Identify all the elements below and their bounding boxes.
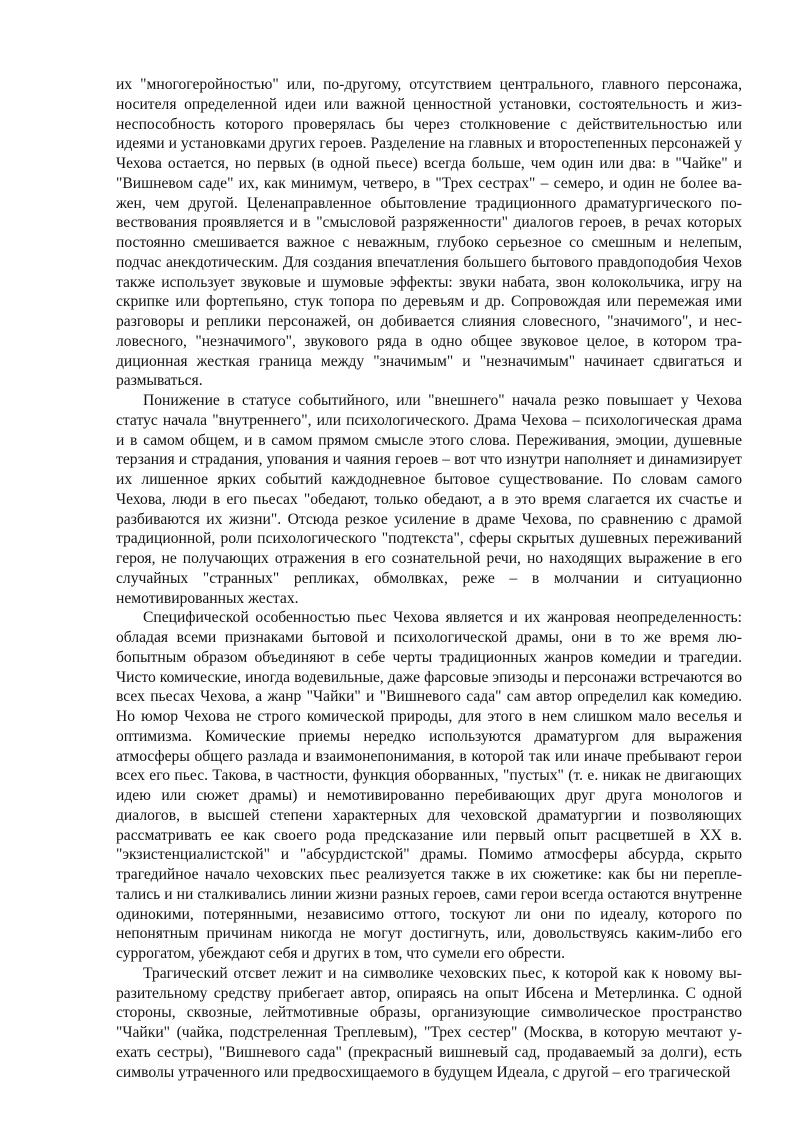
- paragraph-4: Трагический отсвет лежит и на символике чеховских пьес, к которой как к новому выразительному средству прибегает автор, опираясь на опыт Ибсена и Метерлинка. С одной стороны, сквозные, лейтмотивные образы, организующие символическое пространство "Чайки" (чайка, подстреленная Треплевым), "Трех сестер" (Москва, в которую мечтают уехать сестры), "Вишневого сада" (прекрасный вишневый сад, продаваемый за долги), есть символы утраченного или предвосхищаемого в будущем Идеала, с другой – его трагической: [116, 964, 742, 1081]
- paragraph-3: Специфической особенностью пьес Чехова является и их жанровая неопределенность: обладая всеми признаками бытовой и психологической драмы, они в то же время любопытным образом объединяют в себе черты традиционных жанров комедии и трагедии. Чисто комические, иногда водевильные, даже фарсовые эпизоды и персонажи встречаются во всех пьесах Чехова, а жанр "Чайки" и "Вишневого сада" сам автор определил как комедию. Но юмор Чехова не строго комической природы, для этого в нем слишком мало веселья и оптимизма. Комические приемы нередко используются драматургом для выражения атмосферы общего разлада и взаимонепонимания, в которой так или иначе пребывают герои всех его пьес. Такова, в частности, функция оборванных, "пустых" (т. е. никак не двигающих идею или сюжет драмы) и немотивированно перебивающих друг друга монологов и диалогов, в высшей степени характерных для чеховской драматургии и позволяющих рассматривать ее как своего рода предсказание или первый опыт расцветшей в XX в. "экзистенциалистской" и "абсурдистской" драмы. Помимо атмосферы абсурда, скрыто трагедийное начало чеховских пьес реализуется также в их сюжетике: как бы ни переплетались и ни сталкивались линии жизни разных героев, сами герои всегда остаются внутренне одинокими, потерянными, независимо оттого, тоскуют ли они по идеалу, которого по непонятным причинам никогда не могут достигнуть, или, довольствуясь каким-либо его суррогатом, убеждают себя и других в том, что сумели его обрести.: [116, 609, 742, 962]
- paragraph-2: Понижение в статусе событийного, или "внешнего" начала резко повышает у Чехова статус начала "внутреннего", или психологического. Драма Чехова – психологическая драма и в самом общем, и в самом прямом смысле этого слова. Переживания, эмоции, душевные терзания и страдания, упования и чаяния героев – вот что изнутри наполняет и динамизирует их лишенное ярких событий каждодневное бытовое существование. По словам самого Чехова, люди в его пьесах "обедают, только обедают, а в это время слагается их счастье и разбиваются их жизни". Отсюда резкое усиление в драме Чехова, по сравнению с драмой традиционной, роли психологического "подтекста", сферы скрытых душевных переживаний героя, не получающих отражения в его сознательной речи, но находящих выражение в его случайных "странных" репликах, обмолвках, реже – в молчании и ситуационно немотивированных жестах.: [116, 392, 742, 607]
- document-page: [116, 75, 742, 1082]
- paragraph-1: их "многогеройностью" или, по-другому, отсутствием центрального, главного персонажа, носителя определенной идеи или важной ценностной установки, состоятельность и жизнеспособность которого проверялась бы через столкновение с действительностью или идеями и установками других героев. Разделение на главных и второстепенных персонажей у Чехова остается, но первых (в одной пьесе) всегда больше, чем один или два: в "Чайке" и "Вишневом саде" их, как минимум, четверо, в "Трех сестрах" – семеро, и один не более важен, чем другой. Целенаправленное обытовление традиционного драматургического повествования проявляется и в "смысловой разряженности" диалогов героев, в речах которых постоянно смешивается важное с неважным, глубоко серьезное со смешным и нелепым, подчас анекдотическим. Для создания впечатления большего бытового правдоподобия Чехов также использует звуковые и шумовые эффекты: звуки набата, звон колокольчика, игру на скрипке или фортепьяно, стук топора по деревьям и др. Сопровождая или перемежая ими разговоры и реплики персонажей, он добивается слияния словесного, "значимого", и несловесного, "незначимого", звукового ряда в одно общее звуковое целое, в котором традиционная жесткая граница между "значимым" и "незначимым" начинает сдвигаться и размываться.: [116, 76, 742, 390]
